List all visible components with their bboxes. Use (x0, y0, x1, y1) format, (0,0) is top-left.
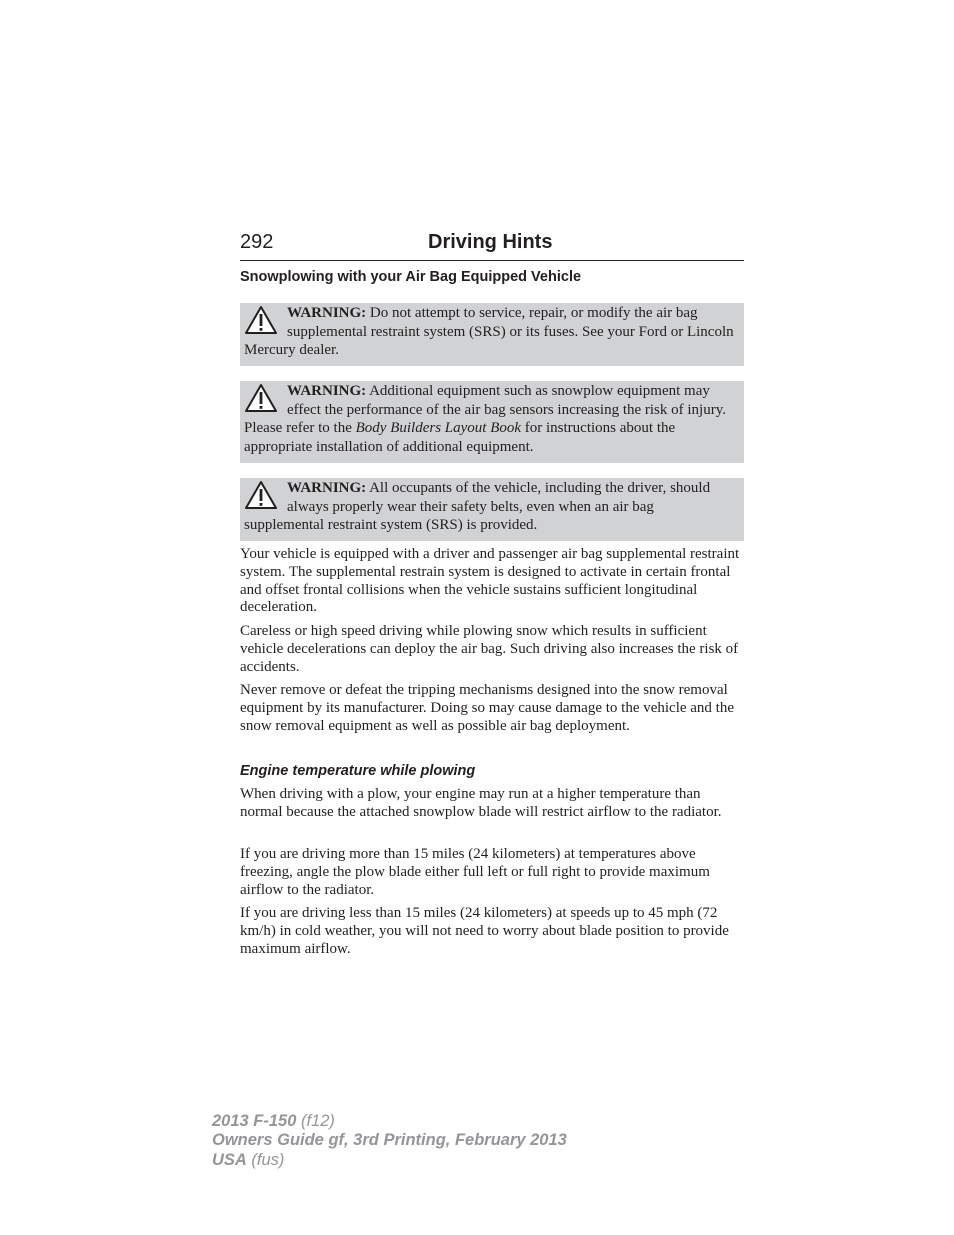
warning-label: WARNING: (287, 480, 367, 496)
warning-triangle-icon (244, 480, 278, 510)
footer-market: USA (212, 1150, 247, 1169)
footer-model: 2013 F-150 (212, 1112, 297, 1130)
warning-triangle-icon (244, 305, 278, 335)
chapter-title: Driving Hints (428, 231, 553, 253)
book-title: Body Builders Layout Book (355, 420, 522, 437)
paragraph-tripping-mechanisms: Never remove or defeat the tripping mechanisms designed into the snow removal equipment by its manufacturer. Doing so may cause damage to the vehicle and the snow removal equipment as well as possible air bag deployment. (240, 682, 735, 734)
document-footer (212, 1112, 567, 1170)
warning-text: Do not attempt to service, repair, or modify the air bag supplemental restraint system (SRS) or its fuses. See your Ford or Lincoln Mercury dealer. (244, 305, 734, 359)
footer-line-model (212, 1112, 567, 1131)
warning-text: for instructions about the appropriate installation of additional equipment. (244, 420, 676, 456)
footer-market-code: (fus) (246, 1150, 285, 1169)
subsection-heading: Engine temperature while plowing (240, 763, 476, 779)
paragraph-above-freezing: If you are driving more than 15 miles (24 kilometers) at temperatures above freezing, angle the plow blade either full left or full right to provide maximum airflow to the radiator. (240, 846, 710, 898)
paragraph-careless-driving: Careless or high speed driving while plowing snow which results in sufficient vehicle decelerations can deploy the air bag. Such driving also increases the risk of accidents. (240, 623, 739, 675)
warning-triangle-icon (244, 383, 278, 413)
section-heading: Snowplowing with your Air Bag Equipped Vehicle (240, 269, 582, 285)
warning-text: All occupants of the vehicle, including the driver, should always properly wear their safety belts, even when an air bag supplemental restraint system (SRS) is provided. (244, 480, 711, 534)
warning-box-service (240, 303, 744, 366)
page-header (240, 228, 744, 261)
footer-line-market (212, 1151, 567, 1170)
paragraph-cold-weather: If you are driving less than 15 miles (24 kilometers) at speeds up to 45 mph (72 km/h) in cold weather, you will not need to worry about blade position to provide maximum airflow. (240, 905, 729, 957)
paragraph-air-bag-system: Your vehicle is equipped with a driver and passenger air bag supplemental restraint system. The supplemental restrain system is designed to activate in certain frontal and offset frontal collisions when the vehicle sustains sufficient longitudinal deceleration. (240, 546, 740, 616)
page-number: 292 (240, 231, 274, 253)
paragraph-higher-temperature: When driving with a plow, your engine may run at a higher temperature than normal because the attached snowplow blade will restrict airflow to the radiator. (240, 786, 722, 820)
warning-label: WARNING: (287, 383, 367, 399)
footer-model-code: (f12) (296, 1112, 335, 1130)
warning-text: Additional equipment such as snowplow equipment may effect the performance of the air bag sensors increasing the risk of injury. Please refer to the (244, 383, 726, 437)
warning-label: WARNING: (287, 305, 367, 321)
warning-box-equipment (240, 381, 744, 463)
warning-box-safety-belts (240, 478, 744, 541)
footer-guide-edition: Owners Guide gf, 3rd Printing, February 2013 (212, 1131, 567, 1150)
